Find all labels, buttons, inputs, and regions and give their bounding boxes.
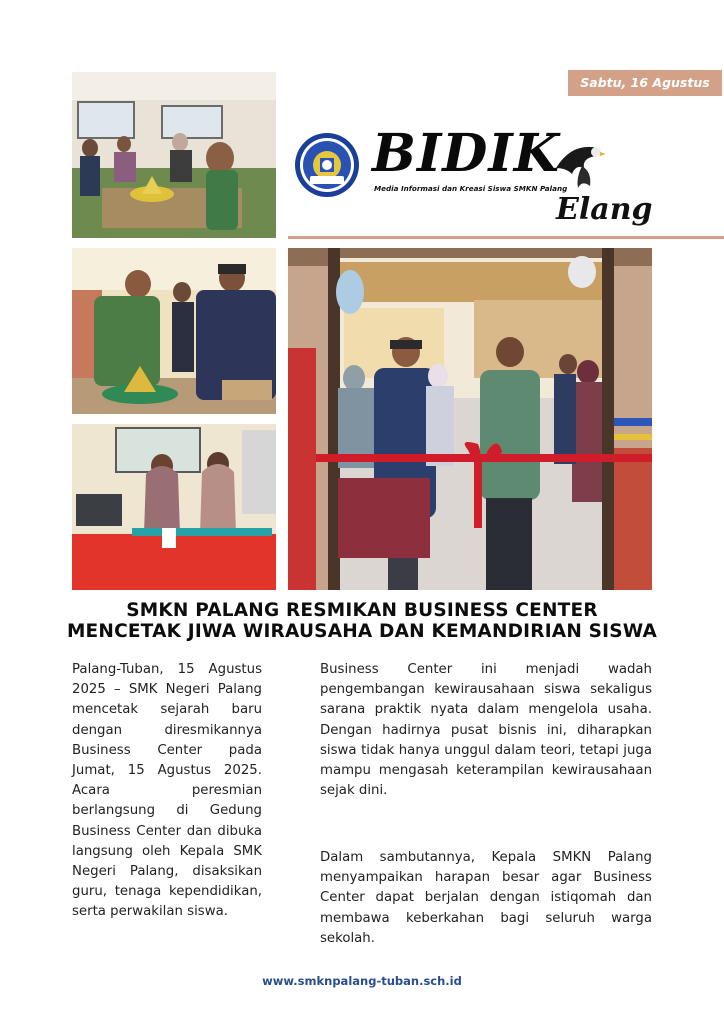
article-headline [60, 600, 664, 642]
brand-script: Elang [556, 192, 653, 227]
article-paragraph-3: Dalam sambutannya, Kepala SMKN Palang menyampaikan harapan besar agar Business Center dapat berjalan dengan istiqomah dan membawa keberkahan bagi seluruh warga sekolah. [320, 850, 652, 946]
header-divider [288, 236, 724, 239]
website-link[interactable]: www.smknpalang-tuban.sch.id [262, 974, 462, 988]
photo-ribbon-cutting [288, 248, 652, 590]
photo-students-at-counter [72, 424, 276, 590]
article-paragraph-1: Palang-Tuban, 15 Agustus 2025 – SMK Negeri Palang mencetak sejarah baru dengan diresmikannya Business Center pada Jumat, 15 Agustus 2025. Acara peresmian berlangsung di Gedung Business Center dan dibuka langsung oleh Kepala SMK Negeri Palang, disaksikan guru, tenaga kependidikan, serta perwakilan siswa. [72, 662, 262, 920]
headline-line-1: SMKN PALANG RESMIKAN BUSINESS CENTER [126, 600, 598, 621]
article-paragraph-2: Business Center ini menjadi wadah pengembangan kewirausahaan siswa sekaligus sarana praktik nyata dalam mengelola usaha. Dengan hadirnya pusat bisnis ini, diharapkan siswa tidak hanya unggul dalam teori, tetapi juga mampu mengasah keterampilan kewirausahaan sejak dini. [320, 662, 652, 799]
photo-handover-tumpeng [72, 248, 276, 414]
photo-opening-ceremony [72, 72, 276, 238]
eagle-icon [552, 138, 608, 194]
brand-title: BIDIK [372, 123, 560, 184]
school-logo [294, 132, 360, 198]
headline-line-2: MENCETAK JIWA WIRAUSAHA DAN KEMANDIRIAN SISWA [66, 621, 658, 642]
brand-tagline: Media Informasi dan Kreasi Siswa SMKN Palang [374, 184, 568, 193]
date-badge: Sabtu, 16 Agustus 2025 [568, 70, 722, 96]
